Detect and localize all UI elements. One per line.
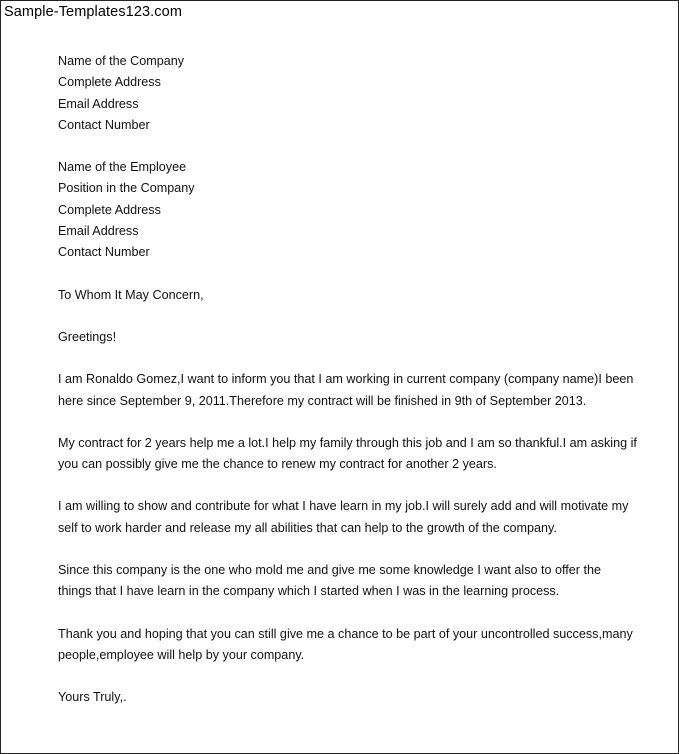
- paragraph-line: people,employee will help by your company.: [58, 647, 305, 662]
- paragraph-willing: [58, 496, 638, 539]
- company-address-block: [58, 51, 638, 136]
- employee-contact-line: Contact Number: [58, 245, 150, 260]
- employee-position-line: Position in the Company: [58, 181, 195, 196]
- site-watermark: Sample-Templates123.com: [4, 4, 182, 20]
- paragraph-line: Thank you and hoping that you can still give me a chance to be part of your uncontrolled success,many: [58, 626, 633, 641]
- paragraph-thanks: [58, 624, 638, 667]
- employee-name-line: Name of the Employee: [58, 160, 187, 175]
- paragraph-line: here since September 9, 2011.Therefore my contract will be finished in 9th of September 2013.: [58, 393, 587, 408]
- paragraph-line: Since this company is the one who mold me and give me some knowledge I want also to offer the: [58, 563, 601, 578]
- company-name-line: Name of the Company: [58, 54, 184, 68]
- employee-address-block: [58, 157, 638, 263]
- paragraph-line: things that I have learn in the company which I started when I was in the learning process.: [58, 584, 560, 599]
- paragraph-offer: [58, 560, 638, 603]
- company-email-line: Email Address: [58, 96, 139, 111]
- paragraph-line: My contract for 2 years help me a lot.I help my family through this job and I am so thankful.I am asking if: [58, 435, 637, 450]
- company-contact-line: Contact Number: [58, 117, 150, 132]
- employee-email-line: Email Address: [58, 224, 139, 239]
- paragraph-contract: [58, 433, 638, 476]
- employee-address-line: Complete Address: [58, 202, 161, 217]
- paragraph-line: I am willing to show and contribute for what I have learn in my job.I will surely add and will motivate my: [58, 499, 629, 514]
- company-address-line: Complete Address: [58, 75, 161, 90]
- closing: Yours Truly,.: [58, 690, 127, 705]
- paragraph-line: I am Ronaldo Gomez,I want to inform you that I am working in current company (company name)I been: [58, 372, 634, 387]
- greeting: Greetings!: [58, 329, 117, 344]
- paragraph-line: self to work harder and release my all abilities that can help to the growth of the company.: [58, 520, 557, 535]
- paragraph-line: you can possibly give me the chance to renew my contract for another 2 years.: [58, 457, 497, 472]
- letter-body: [58, 51, 638, 709]
- salutation: To Whom It May Concern,: [58, 287, 204, 302]
- paragraph-intro: [58, 369, 638, 412]
